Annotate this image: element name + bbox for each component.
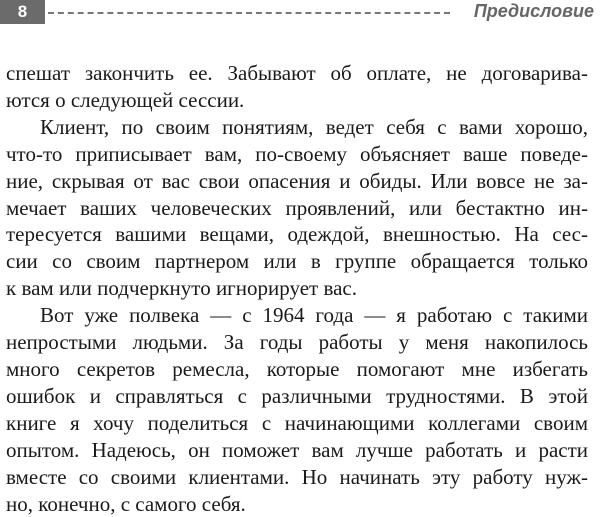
- text-line: Вот уже полвека — с 1964 года — я работаю с такими: [6, 302, 588, 329]
- text-line: вместе со своими клиентами. Но начинать эту работу нуж-: [6, 464, 588, 491]
- text-line: ошибок и справляться с различными трудностями. В этой: [6, 383, 588, 410]
- page-number: 8: [0, 0, 45, 24]
- text-line: сии со своим партнером или в группе обращается только: [6, 248, 588, 275]
- text-line: непростыми людьми. За годы работы у меня накопилось: [6, 329, 588, 356]
- body-text: [6, 60, 588, 517]
- text-line: ются о следующей сессии.: [6, 87, 588, 114]
- text-line: к вам или подчеркнуто игнорирует вас.: [6, 275, 588, 302]
- text-line: Клиент, по своим понятиям, ведет себя с вами хорошо,: [6, 114, 588, 141]
- text-line: что-то приписывает вам, по-своему объясняет ваше поведе-: [6, 141, 588, 168]
- text-line: ние, скрывая от вас свои опасения и обиды. Или вовсе не за-: [6, 168, 588, 195]
- text-line: мечает ваших человеческих проявлений, или бестактно ин-: [6, 195, 588, 222]
- header-divider: [48, 12, 450, 14]
- text-line: много секретов ремесла, которые помогают мне избегать: [6, 356, 588, 383]
- section-title: Предисловие: [474, 1, 594, 22]
- text-line: но, конечно, с самого себя.: [6, 491, 588, 517]
- text-line: тересуется вашими вещами, одеждой, внешностью. На сес-: [6, 221, 588, 248]
- text-line: спешат закончить ее. Забывают об оплате, не договарива-: [6, 60, 588, 87]
- text-line: книге я хочу поделиться с начинающими коллегами своим: [6, 410, 588, 437]
- running-header: [0, 0, 600, 26]
- text-line: опытом. Надеюсь, он поможет вам лучше работать и расти: [6, 437, 588, 464]
